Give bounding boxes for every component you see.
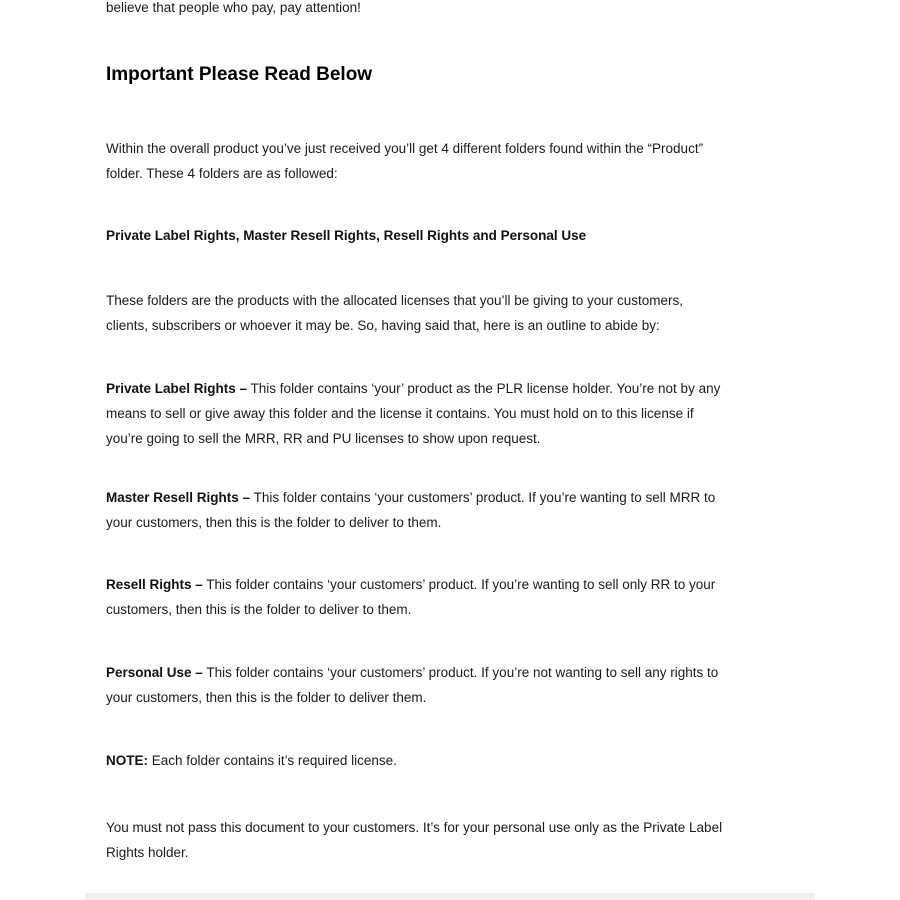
folder-names-line: Private Label Rights, Master Resell Rights, Resell Rights and Personal Use <box>106 228 587 243</box>
section-heading: Important Please Read Below <box>106 64 373 85</box>
license-item-text: This folder contains ‘your customers’ product. If you’re not wanting to sell any rights to your customers, then this is the folder to deliver them. <box>106 665 719 705</box>
paragraph-outline: These folders are the products with the allocated licenses that you’ll be giving to your customers, clients, subscribers or whoever it may be. So, having said that, here is an outline to abide by: <box>106 293 684 333</box>
license-item-label: Private Label Rights – <box>106 381 248 396</box>
closing-paragraph: You must not pass this document to your customers. It’s for your personal use only as the Private Label Rights holder. <box>106 820 723 860</box>
license-item-text: This folder contains ‘your’ product as the PLR license holder. You’re not by any means to sell or give away this folder and the license it contains. You must hold on to this license if you’re going to sell the MRR, RR and PU licenses to show upon request. <box>106 381 721 446</box>
license-item-label: Master Resell Rights – <box>106 490 251 505</box>
paragraph-folders-intro: Within the overall product you’ve just received you’ll get 4 different folders found within the “Product” folder. These 4 folders are as followed: <box>106 141 704 181</box>
license-item-label: Personal Use – <box>106 665 203 680</box>
note-label: NOTE: <box>106 753 148 768</box>
license-item-text: This folder contains ‘your customers’ product. If you’re wanting to sell MRR to your customers, then this is the folder to deliver to them. <box>106 490 716 530</box>
license-item-resell-rights <box>106 572 820 622</box>
license-item-text: This folder contains ‘your customers’ product. If you’re wanting to sell only RR to your customers, then this is the folder to deliver to them. <box>106 577 716 617</box>
license-item-personal-use <box>106 660 820 710</box>
license-item-master-resell-rights <box>106 485 820 535</box>
note-text: Each folder contains it’s required license. <box>148 753 397 768</box>
page-bottom-edge <box>85 893 815 900</box>
license-item-label: Resell Rights – <box>106 577 203 592</box>
intro-fragment: believe that people who pay, pay attention! <box>106 0 361 15</box>
license-item-private-label-rights <box>106 376 820 451</box>
note-line <box>106 748 820 773</box>
